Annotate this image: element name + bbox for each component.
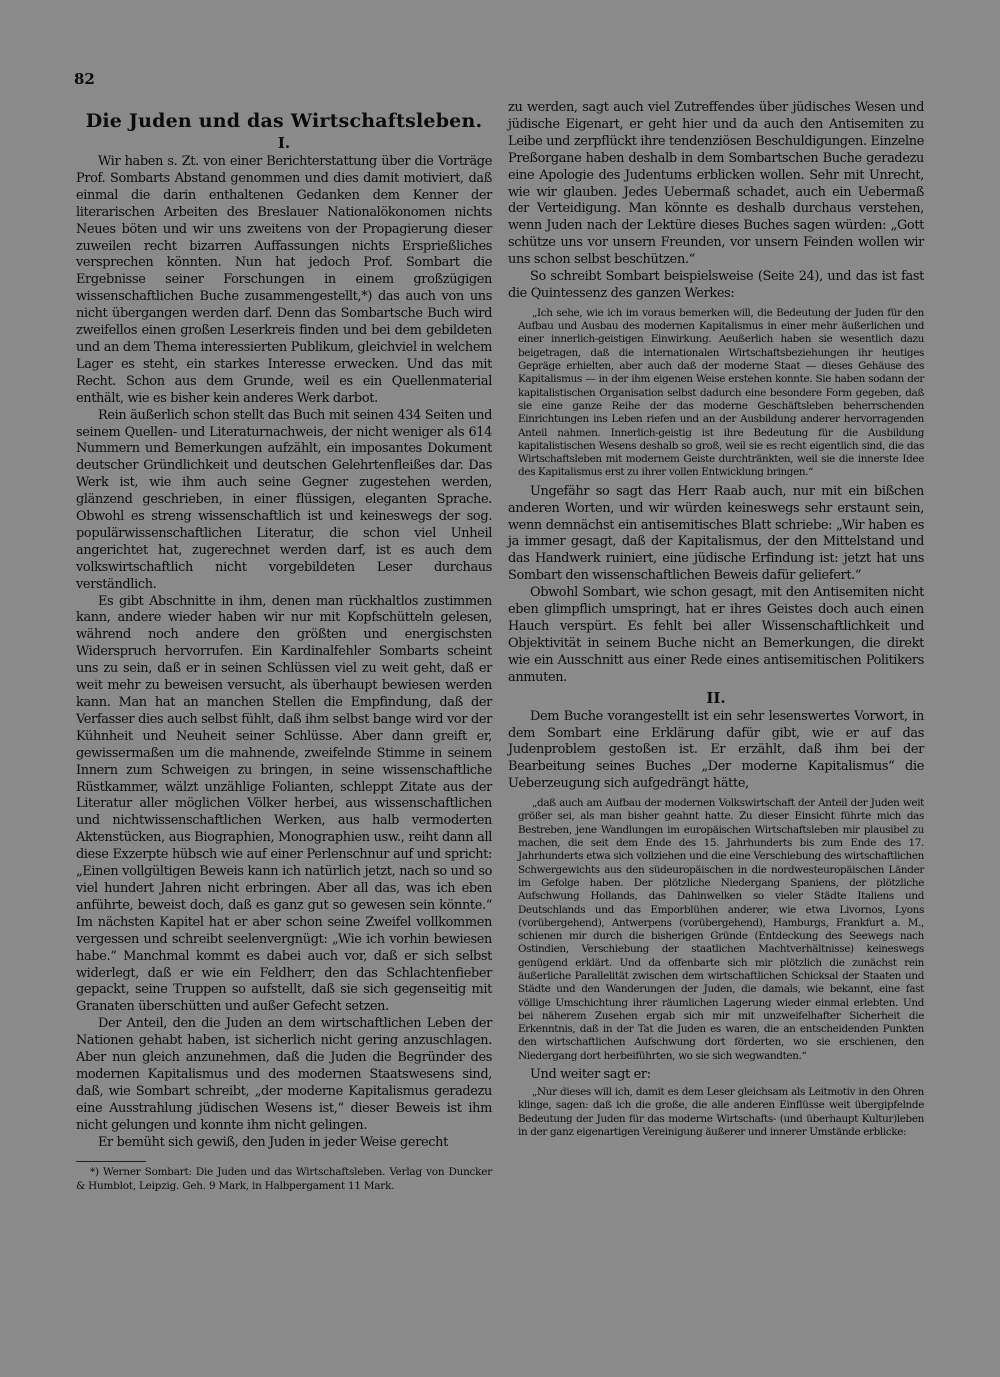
paragraph: Er bemüht sich gewiß, den Juden in jeder Weise gerecht [98,1134,448,1150]
block-quote: „Ich sehe, wie ich im voraus bemerken will, die Bedeutung der Juden für den Aufbau und Ausbau des modernen Kapitalismus in einer mehr äußerlichen und einer innerlich-geistigen Einwirkung. Aeußerlich haben sie wesentlich dazu beigetragen, daß die internationalen Wirtschaftsbeziehungen ihr heutiges Gepräge erhielten, aber auch daß der moderne Staat — dieses Gehäuse des Kapitalismus — in der ihm eigenen Weise erstehen konnte. Sie haben sodann der kapitalistischen Organisation selbst dadurch eine besondere Form gegeben, daß sie eine ganze Reihe der das moderne Geschäftsleben beherrschenden Einrichtungen ins Leben riefen und an der Ausbildung anderer hervorragenden Anteil nahmen. Innerlich-geistig ist ihre Bedeutung für die Ausbildung kapitalistischen Wesens deshalb so groß, weil sie es recht eigentlich sind, die das Wirtschaftsleben mit modernem Geiste durchtränkten, weil sie die innerste Idee des Kapitalismus erst zu ihrer vollen Entwicklung bringen.“ [518,306,924,479]
paragraph: Dem Buche vorangestellt ist ein sehr lesenswertes Vorwort, in dem Sombart eine Erklärung dafür gibt, wie er auf das Judenproblem gestoßen ist. Er erzählt, daß ihm bei der Bearbeitung seines Buches „Der moderne Kapitalismus“ die Ueberzeugung sich aufgedrängt hätte, [508,708,924,792]
paragraph: Es gibt Abschnitte in ihm, denen man rückhaltlos zustimmen kann, andere wieder haben wir nur mit Kopfschütteln gelesen, während noch andere den größten und energischsten Widerspruch hervorrufen. Ein Kardinalfehler Sombarts scheint uns zu sein, daß er in seinen Schlüssen viel zu weit geht, daß er weit mehr zu beweisen versucht, als überhaupt bewiesen werden kann. Man hat an manchen Stellen die Empfindung, daß der Verfasser dies auch selbst fühlt, daß ihm selbst bange wird vor der Kühnheit und Neuheit seiner Schlüsse. Aber dann greift er, gewissermaßen um die mahnende, zweifelnde Stimme in seinem Innern zum Schweigen zu bringen, in seine wissenschaftliche Rüstkammer, wälzt unzählige Folianten, schleppt Zitate aus der Literatur aller möglichen Völker herbei, aus wissenschaftlichen und nichtwissenschaftlichen Werken, aus halb vermoderten Aktenstücken, aus Biographien, Monographien usw., reiht dann all diese Exzerpte hübsch wie auf einer Perlenschnur auf und spricht: „Einen vollgültigen Beweis kann ich natürlich jetzt, nach so und so viel hundert Jahren nicht erbringen. Aber all das, was ich eben anführte, beweist doch, daß es ganz gut so gewesen sein könnte.“ Im nächsten Kapitel hat er aber schon seine Zweifel vollkommen vergessen und schreibt seelenvergnügt: „Wie ich vorhin bewiesen habe.“ Manchmal kommt es dabei auch vor, daß er sich selbst widerlegt, daß er wie ein Feldherr, den das Schlachtenfieber gepackt, seine Truppen so aufstellt, daß sie sich gegenseitig mit Granaten überschütten und außer Gefecht setzen. [76,593,492,1015]
paragraph: Obwohl Sombart, wie schon gesagt, mit den Antisemiten nicht eben glimpflich umspringt, hat er ihres Geistes doch auch einen Hauch verspürt. Es fehlt bei aller Wissenschaftlichkeit und Objektivität in seinem Buche nicht an Bemerkungen, die direkt wie ein Ausschnitt aus einer Rede eines antisemitischen Politikers anmuten. [508,585,924,685]
paragraph: Der Anteil, den die Juden an dem wirtschaftlichen Leben der Nationen gehabt haben, ist sicherlich nicht gering anzuschlagen. Aber nun gleich anzunehmen, daß die Juden die Begründer des modernen Kapitalismus und des modernen Staatswesens sind, daß, wie Sombart schreibt, „der moderne Kapitalismus geradezu eine Ausstrahlung jüdischen Wesens ist,“ dieser Beweis ist ihm nicht gelungen und konnte ihm nicht gelingen. [76,1016,492,1133]
article-title: Die Juden und das Wirtschaftsleben. [85,110,483,132]
paragraph: So schreibt Sombart beispielsweise (Seite 24), und das ist fast die Quintessenz des ganzen Werkes: [508,269,924,301]
section-heading-2: II. [706,688,726,707]
section-heading-1: I. [277,134,291,152]
footnote-divider [76,1161,146,1162]
paragraph: Und weiter sagt er: [530,1067,651,1083]
page-number: 82 [74,70,95,88]
block-quote: „Nur dieses will ich, damit es dem Leser gleichsam als Leitmotiv in den Ohren klinge, sagen: daß ich die große, die alle anderen Einflüsse weit übergipfelnde Bedeutung der Juden für das moderne Wirtschafts- (und überhaupt Kultur)leben in der ganz eigenartigen Vereinigung äußerer und innerer Umstände erblicke: [518,1085,924,1138]
paragraph: Wir haben s. Zt. von einer Berichterstattung über die Vorträge Prof. Sombarts Abstand genommen und dies damit motiviert, daß einmal die darin enthaltenen Gedanken dem Kenner der literarischen Arbeiten des Breslauer Nationalökonomen nichts Neues böten und wir uns zweitens von der Propagierung dieser zuweilen recht bizarren Auffassungen nichts Ersprießliches versprechen könnten. Nun hat jedoch Prof. Sombart die Ergebnisse seiner Forschungen in einem großzügigen wissenschaftlichen Buche zusammengestellt,*) das auch von uns nicht übergangen werden darf. Denn das Sombartsche Buch wird zweifellos einen großen Leserkreis finden und bei dem gebildeten und an dem Thema interessierten Publikum, gleichviel in welchem Lager es steht, ein starkes Interesse erwecken. Und das mit Recht. Schon aus dem Grunde, weil es ein Quellenmaterial enthält, wie es bisher kein anderes Werk darbot. [76,154,492,406]
left-column [76,100,492,1193]
footnote: *) Werner Sombart: Die Juden und das Wirtschaftsleben. Verlag von Duncker & Humblot, Leipzig. Geh. 9 Mark, in Halbpergament 11 Mark. [76,1166,492,1192]
paragraph: Ungefähr so sagt das Herr Raab auch, nur mit ein bißchen anderen Worten, und wir würden keineswegs sehr erstaunt sein, wenn demnächst ein antisemitisches Blatt schriebe: „Wir haben es ja immer gesagt, daß der Kapitalismus, der den Mittelstand und das Handwerk ruiniert, eine jüdische Erfindung ist: jetzt hat uns Sombart den wissenschaftlichen Beweis dafür geliefert.“ [508,483,924,584]
right-column [508,100,924,1143]
paragraph: zu werden, sagt auch viel Zutreffendes über jüdisches Wesen und jüdische Eigenart, er geht hier und da auch den Antisemiten zu Leibe und zerpflückt ihre tendenziösen Beschuldigungen. Einzelne Preßorgane haben deshalb in dem Sombartschen Buche geradezu eine Apologie des Judentums erblicken wollen. Sehr mit Unrecht, wie wir glauben. Jedes Uebermaß schadet, auch ein Uebermaß der Verteidigung. Man könnte es deshalb durchaus verstehen, wenn Juden nach der Lektüre dieses Buches sagen würden: „Gott schütze uns vor unsern Freunden, vor unsern Feinden wollen wir uns schon selbst beschützen.“ [508,100,924,268]
block-quote: „daß auch am Aufbau der modernen Volkswirtschaft der Anteil der Juden weit größer sei, als man bisher geahnt hatte. Zu dieser Einsicht führte mich das Bestreben, jene Wandlungen im europäischen Wirtschaftsleben mir plausibel zu machen, die seit dem Ende des 15. Jahrhunderts bis zum Ende des 17. Jahrhunderts etwa sich vollziehen und die eine Verschiebung des wirtschaftlichen Schwergewichts aus den südeuropäischen in die nordwesteuropäischen Länder im Gefolge haben. Der plötzliche Niedergang Spaniens, der plötzliche Aufschwung Hollands, das Dahinwelken so vieler Städte Italiens und Deutschlands und das Emporblühen anderer, wie etwa Livornos, Lyons (vorübergehend), Antwerpens (vorübergehend), Hamburgs, Frankfurt a. M., schienen mir durch die bisherigen Gründe (Entdeckung des Seewegs nach Ostindien, Verschiebung der staatlichen Machtverhältnisse) keineswegs genügend erklärt. Und da offenbarte sich mir plötzlich die zunächst rein äußerliche Parallelität zwischen dem wirtschaftlichen Schicksal der Staaten und Städte und den Wanderungen der Juden, die damals, wie bekannt, eine fast völlige Umschichtung ihrer räumlichen Lagerung wieder einmal erlebten. Und bei näherem Zusehen ergab sich mir mit unzweifelhafter Sicherheit die Erkenntnis, daß in der Tat die Juden es waren, die an entscheidenden Punkten den wirtschaftlichen Aufschwung dort förderten, wo sie erschienen, den Niedergang dort herbeiführten, wo sie sich wegwandten.“ [518,797,924,1062]
paragraph: Rein äußerlich schon stellt das Buch mit seinen 434 Seiten und seinem Quellen- und Literaturnachweis, der nicht weniger als 614 Nummern und Bemerkungen aufzählt, ein imposantes Dokument deutscher Gründlichkeit und deutschen Gelehrtenfleißes dar. Das Werk ist, wie ihm auch seine Gegner zugestehen werden, glänzend geschrieben, in einer flüssigen, eleganten Sprache. Obwohl es streng wissenschaftlich ist und keineswegs der sog. populärwissenschaftlichen Literatur, die schon viel Unheil angerichtet hat, zugerechnet werden darf, ist es auch dem volkswirtschaftlich nicht vorgebildeten Leser durchaus verständlich. [76,407,492,592]
